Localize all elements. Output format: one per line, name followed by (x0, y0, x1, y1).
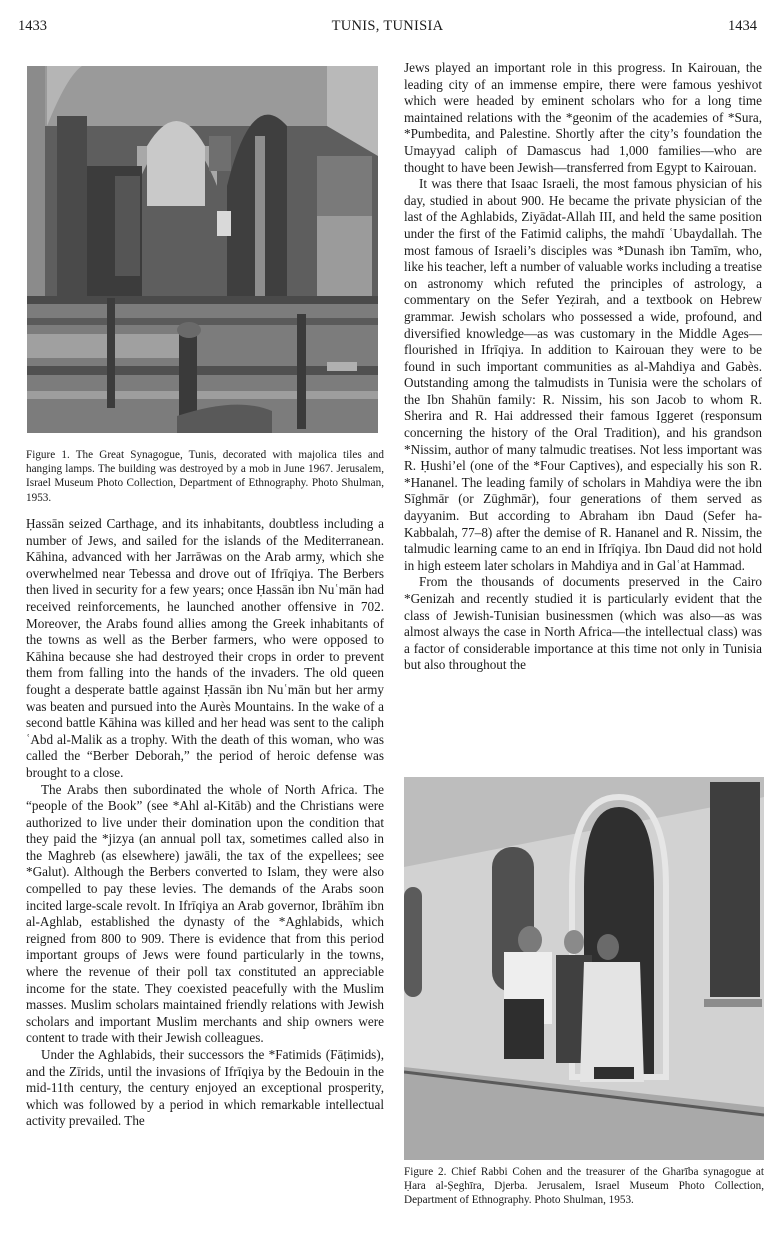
page-number-right: 1434 (728, 18, 757, 34)
body-paragraph: The Arabs then subordinated the whole of North Africa. The “people of the Book” (see *Ahl al-Kitāb) and the Christians were authorized to live under their domination upon the condition that they paid the *jizya (an annual poll tax, sometimes called also in the Maghreb (as elsewhere) jawāli, the tax of the expellees; see *Galut). Although the Berbers converted to Islam, they were also compelled to pay these levies. The demands of the Arabs soon incited large-scale revolt. In Ifrīqiya an Arab governor, Ibrāhīm ibn al-Aghlab, established the dynasty of the *Aghlabids, which reigned from 800 to 909. There is evidence that from this period important groups of Jews were found particularly in the towns, where the revenue of their poll tax constituted an appreciable income for the state. They coexisted peacefully with the Muslim masses. Muslim scholars maintained friendly relations with Jewish scholars and important Muslim merchants and ship owners were content to trade with their Jewish colleagues. (26, 781, 384, 1046)
running-title: TUNIS, TUNISIA (331, 18, 444, 34)
figure-2-image (404, 777, 764, 1160)
body-paragraph: Ḥassān seized Carthage, and its inhabitants, doubtless including a number of Jews, and sailed for the islands of the Mediterranean. Kāhina, advanced with her Jarrāwas on the Arab army, which she overwhelmed near Tebessa and drove out of Ifrīqiya. The Berbers then lived in security for a few years; once Ḥassān ibn Nuʿmān had received reinforcements, he launched another offensive in 702. Moreover, the Arabs found allies among the Greek inhabitants of the towns as well as the Berber farmers, who were opposed to Kāhina because she had destroyed their crops in order to prevent them from falling into the hands of the invaders. The old queen fought a desperate battle against Ḥassān ibn Nuʿmān but her army was beaten and pursued into the Aurès Mountains. In the wake of a second battle Kāhina was killed and her head was sent to the caliph ʿAbd al-Malik as a trophy. With the death of this woman, who was called the “Berber Deborah,” the period of heroic defense was brought to a close. (26, 516, 384, 780)
body-paragraph: It was there that Isaac Israeli, the most famous physician of his day, studied in about 900. He became the private physician of the last of the Aghlabids, Ziyādat-Allah III, and held the same position under the first of the Fatimid caliphs, the mahdī ʿUbaydallah. The most famous of Israeli’s disciples was *Dunash ibn Tamīm, who, like his teacher, left a number of valuable works including a treatise on astronomy which refuted the principles of astrology, a commentary on the Sefer Yeẓirah, and a textbook on Hebrew grammar. Jewish scholars who possessed a wide, profound, and diversified knowledge—as was customary in the Middle Ages—flourished in Ifrīqiya. In addition to Kairouan they were to be found in such important communities as al-Mahdiya and Gabès. Outstanding among the talmudists in Tunisia were the scholars of the Ibn Shahūn family: R. Nissim, his son Jacob to whom R. Sherira and R. Hai addressed their famous Iggeret (responsum concerning the history of the Oral Tradition), and his grandson *Nissim, author of many talmudic treatises. Not less important was R. Ḥushi’el (one of the *Four Captives), and especially his son R. *Hananel. The leading family of scholars in Mahdiya were the ibn Sīghmār (or Zūghmār), four generations of them served as dayyanim. But according to Abraham ibn Daud (Sefer ha-Kabbalah, 77–8) after the demise of R. Hananel and R. Nissim, the talmudic learning came to an end in Ifrīqiya. Ibn Daud did not hold in high esteem later scholars in Mahdiya and in Galʿat Hammad. (404, 176, 762, 573)
synagogue-interior-photo-icon (27, 66, 378, 433)
figure-2-caption: Figure 2. Chief Rabbi Cohen and the treasurer of the Gharība synagogue at Ḥara al-Ṣeghīra, Djerba. Jerusalem, Israel Museum Photo Collection, Department of Ethnography. Photo Shulman, 1953. (404, 1166, 764, 1207)
page-number-left: 1433 (18, 18, 47, 34)
left-column-body (26, 516, 384, 1130)
figure-1-image (27, 66, 378, 433)
figure-1-caption: Figure 1. The Great Synagogue, Tunis, decorated with majolica tiles and hanging lamps. The building was destroyed by a mob in June 1967. Jerusalem, Israel Museum Photo Collection, Department of Ethnography. Photo Shulman, 1953. (26, 449, 384, 504)
running-header (0, 18, 775, 38)
body-paragraph: Jews played an important role in this progress. In Kairouan, the leading city of an immense empire, there were famous yeshivot which were headed by eminent scholars who for a long time maintained relations with the *geonim of the academies of *Sura, *Pumbedita, and Palestine. Shortly after the city’s foundation the Umayyad caliph of Damascus had 1,000 families—who are thought to have been Jewish—transferred from Egypt to Kairouan. (404, 60, 762, 175)
body-paragraph: From the thousands of documents preserved in the Cairo *Genizah and recently studied it is particularly evident that the class of Jewish-Tunisian businessmen (which was also—as was almost always the case in North Africa—the intellectual class) was a factor of considerable importance at this time not only in Tunisia but also throughout the (404, 574, 762, 673)
synagogue-entrance-photo-icon (404, 777, 764, 1160)
body-paragraph: Under the Aghlabids, their successors the *Fatimids (Fāṭimids), and the Zīrids, until the invasions of Ifrīqiya by the Bedouin in the mid-11th century, the century enjoyed an exceptional prosperity, which was followed by a period in which remarkable intellectual activity prevailed. The (26, 1047, 384, 1129)
right-column-body (404, 60, 762, 674)
